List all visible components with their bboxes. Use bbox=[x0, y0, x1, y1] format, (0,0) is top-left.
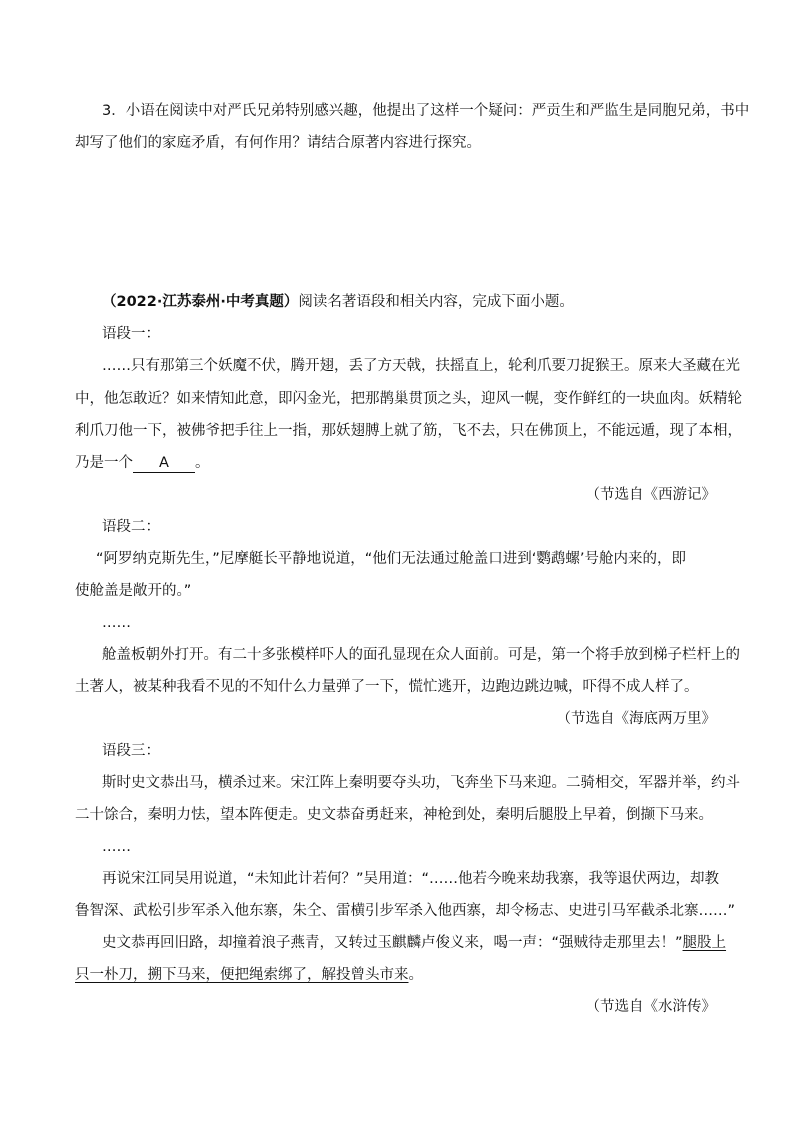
section-source-tag: （2022·江苏泰州·中考真题） bbox=[102, 294, 299, 310]
passage-1-line-4-prefix: 乃是一个 bbox=[75, 455, 133, 471]
question-3-line-2: 却写了他们的家庭矛盾，有何作用？请结合原著内容进行探究。 bbox=[75, 135, 481, 151]
passage-2-line-4: 土著人，被某种我看不见的不知什么力量弹了一下，慌忙逃开，边跑边跳边喊，吓得不成人样了。 bbox=[75, 679, 699, 695]
passage-2-source: （节选自《海底两万里》 bbox=[556, 711, 716, 727]
passage-3-line-3: 再说宋江同吴用说道，“未知此计若何？”吴用道：“……他若今晚来劫我寨，我等退伏两边，却教 bbox=[102, 871, 720, 887]
passage-1-label: 语段一： bbox=[102, 326, 160, 342]
passage-3-underlined-start: 腿股上 bbox=[682, 935, 727, 951]
passage-1-line-1: ……只有那第三个妖魔不伏，腾开翅，丢了方天戟，扶摇直上，轮利爪要刀捉猴王。原来大圣藏在光 bbox=[102, 358, 740, 374]
passage-3-label: 语段三： bbox=[102, 743, 160, 759]
passage-3-line-2: 二十馀合，秦明力怯，望本阵便走。史文恭奋勇赶来，神枪到处，秦明后腿股上早着，倒撷下马来。 bbox=[75, 807, 713, 823]
passage-3-source: （节选自《水浒传》 bbox=[585, 999, 716, 1015]
passage-2-label: 语段二： bbox=[102, 519, 160, 535]
passage-3-line-5-plain: 史文恭再回旧路，却撞着浪子燕青，又转过玉麒麟卢俊义来，喝一声：“强贼待走那里去！” bbox=[102, 935, 683, 951]
passage-2-line-2: 使舱盖是敞开的。” bbox=[75, 583, 192, 599]
question-3-line-1: 3．小语在阅读中对严氏兄弟特别感兴趣，他提出了这样一个疑问：严贡生和严监生是同胞兄弟，书中 bbox=[102, 103, 750, 119]
passage-1-source: （节选自《西游记》 bbox=[585, 487, 716, 503]
passage-1-line-3: 利爪刀他一下，被佛爷把手往上一指，那妖翅膊上就了筋，飞不去，只在佛顶上，不能远遁，现了本相， bbox=[75, 423, 742, 439]
passage-2-line-3: 舱盖板朝外打开。有二十多张模样吓人的面孔显现在众人面前。可是，第一个将手放到梯子栏杆上的 bbox=[102, 647, 740, 663]
passage-3-line-6-suffix: 。 bbox=[408, 967, 423, 983]
passage-3-line-4: 鲁智深、武松引步军杀入他东寨，朱仝、雷横引步军杀入他西寨，却令杨志、史进引马军截杀北寨……” bbox=[75, 903, 736, 919]
passage-3-underlined-sentence: 只一朴刀，搠下马来，便把绳索绑了，解投曾头市来 bbox=[75, 967, 409, 983]
passage-1-line-4 bbox=[75, 453, 210, 473]
passage-3-line-1: 斯时史文恭出马，横杀过来。宋江阵上秦明要夺头功，飞奔坐下马来迎。二骑相交，军器并举，约斗 bbox=[102, 775, 740, 791]
passage-3-line-5 bbox=[102, 933, 726, 953]
fill-in-blank-a: A bbox=[133, 454, 195, 473]
passage-2-ellipsis: …… bbox=[102, 615, 131, 631]
passage-3-line-6 bbox=[75, 965, 423, 985]
passage-1-line-4-suffix: 。 bbox=[195, 455, 210, 471]
section-instruction: 阅读名著语段和相关内容，完成下面小题。 bbox=[298, 294, 574, 310]
section-header bbox=[102, 292, 574, 312]
passage-1-line-2: 中，他怎敢近？如来情知此意，即闪金光，把那鹊巢贯顶之头，迎风一幌，变作鲜红的一块血肉。妖精轮 bbox=[75, 391, 742, 407]
passage-3-ellipsis: …… bbox=[102, 839, 131, 855]
passage-2-line-1: “阿罗纳克斯先生，”尼摩艇长平静地说道，“他们无法通过舱盖口进到‘鹦鹉螺’号舱内来的，即 bbox=[96, 551, 687, 567]
